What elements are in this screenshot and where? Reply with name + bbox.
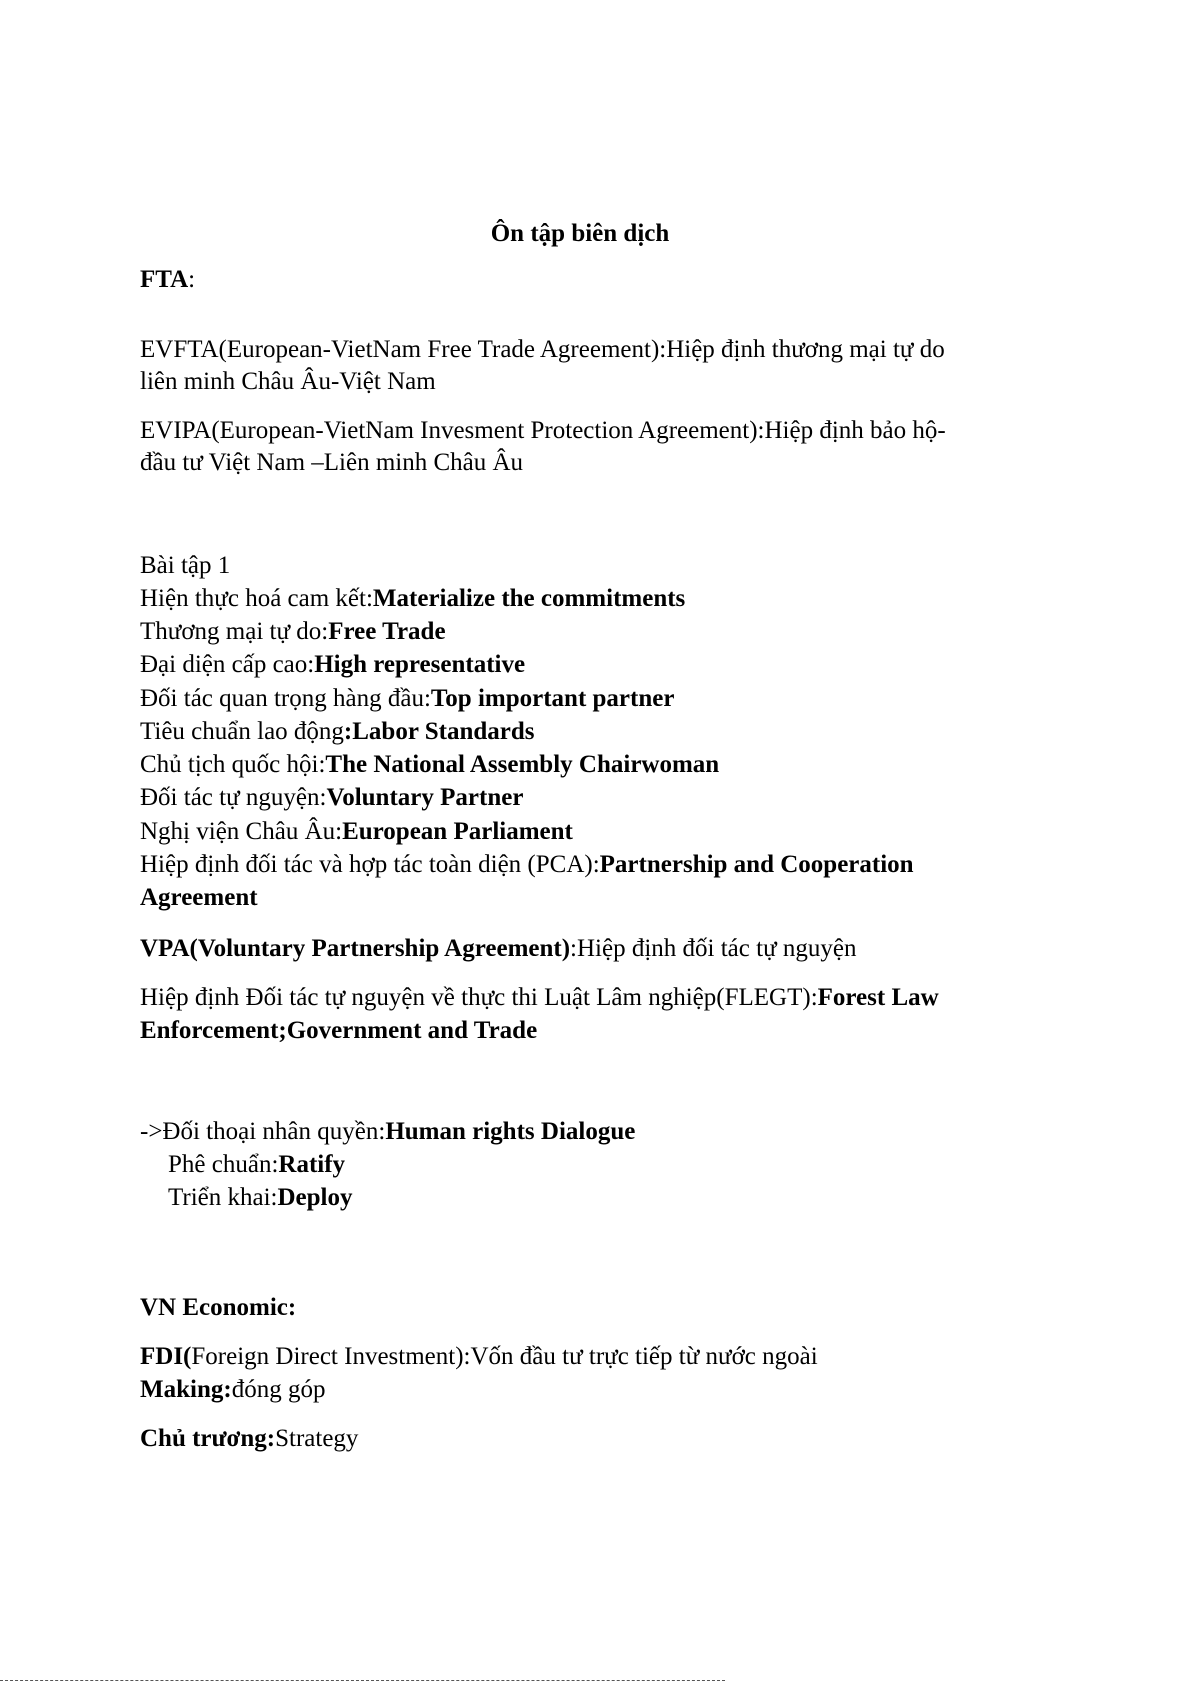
term-vi: Tiêu chuẩn lao động	[140, 718, 344, 745]
term-vi: Đối tác tự nguyện:	[140, 784, 327, 811]
fta-heading	[140, 264, 195, 296]
extra-en: Deploy	[277, 1184, 353, 1211]
flegt-en-1: Forest Law	[817, 984, 939, 1011]
term-vi: Hiện thực hoá cam kết:	[140, 585, 373, 612]
fdi-line	[140, 1341, 818, 1373]
fdi-en: FDI(	[140, 1343, 192, 1370]
evfta-line-1: EVFTA(European-VietNam Free Trade Agreement):Hiệp định thương mại tự do	[140, 336, 945, 363]
flegt-line-1	[140, 982, 939, 1014]
making-en: Making:	[140, 1376, 232, 1403]
fdi-rest: Foreign Direct Investment):Vốn đầu tư trực tiếp từ nước ngoài	[191, 1343, 818, 1370]
strategy-vi: Chủ trương:	[140, 1425, 276, 1452]
pca-en-1: Partnership and Cooperation	[599, 851, 914, 878]
pca-line-1	[140, 849, 914, 881]
term-vi: Đối tác quan trọng hàng đầu:	[140, 685, 431, 712]
term-en: Free Trade	[328, 618, 446, 645]
page-bottom-divider	[0, 1680, 725, 1681]
term-en: Voluntary Partner	[326, 784, 524, 811]
evfta-line-2: liên minh Châu Âu-Việt Nam	[140, 368, 436, 395]
making-line	[140, 1374, 325, 1406]
term-vi: Thương mại tự do:	[140, 618, 329, 645]
extra-row	[168, 1149, 345, 1181]
fta-heading-colon: :	[188, 266, 196, 293]
fta-heading-label: FTA	[140, 266, 189, 293]
page-title: Ôn tập biên dịch	[490, 220, 670, 247]
extra-vi: Triển khai:	[168, 1184, 278, 1211]
term-row	[140, 683, 674, 715]
term-row	[140, 616, 446, 648]
term-en: Top important partner	[430, 685, 675, 712]
vpa-en: VPA(Voluntary Partnership Agreement)	[140, 935, 571, 962]
extra-en: Human rights Dialogue	[385, 1118, 636, 1145]
extra-row	[140, 1116, 635, 1148]
term-row	[140, 816, 573, 848]
vpa-vi: :Hiệp định đối tác tự nguyện	[570, 935, 857, 962]
term-vi: Chủ tịch quốc hội:	[140, 751, 326, 778]
flegt-en-2: Enforcement;Government and Trade	[140, 1017, 538, 1044]
making-vi: đóng góp	[231, 1376, 326, 1403]
exercise-heading: Bài tập 1	[140, 552, 231, 579]
vpa-line	[140, 933, 856, 965]
term-en: :Labor Standards	[343, 718, 535, 745]
extra-row	[168, 1182, 353, 1214]
term-en: European Parliament	[342, 818, 573, 845]
term-en: Materialize the commitments	[372, 585, 686, 612]
pca-vi: Hiệp định đối tác và hợp tác toàn diện (PCA):	[140, 851, 600, 878]
economic-heading-label: VN Economic:	[140, 1294, 297, 1321]
strategy-en: Strategy	[275, 1425, 359, 1452]
evipa-line-2: đầu tư Việt Nam –Liên minh Châu Âu	[140, 449, 524, 476]
economic-heading	[140, 1292, 296, 1324]
term-vi: Đại diện cấp cao:	[140, 651, 315, 678]
term-row	[140, 583, 685, 615]
flegt-vi: Hiệp định Đối tác tự nguyện về thực thi Luật Lâm nghiệp(FLEGT):	[140, 984, 818, 1011]
evipa-line-1: EVIPA(European-VietNam Invesment Protection Agreement):Hiệp định bảo hộ-	[140, 417, 946, 444]
extra-vi: ->Đối thoại nhân quyền:	[140, 1118, 386, 1145]
term-row	[140, 649, 525, 681]
term-row	[140, 716, 535, 748]
extra-en: Ratify	[278, 1151, 346, 1178]
term-vi: Nghị viện Châu Âu:	[140, 818, 343, 845]
pca-en-2: Agreement	[140, 884, 258, 911]
term-en: High representative	[314, 651, 526, 678]
pca-line-2	[140, 882, 258, 914]
extra-vi: Phê chuẩn:	[168, 1151, 279, 1178]
term-row	[140, 782, 523, 814]
strategy-line	[140, 1423, 358, 1455]
term-en: The National Assembly Chairwoman	[325, 751, 720, 778]
term-row	[140, 749, 719, 781]
flegt-line-2	[140, 1015, 537, 1047]
